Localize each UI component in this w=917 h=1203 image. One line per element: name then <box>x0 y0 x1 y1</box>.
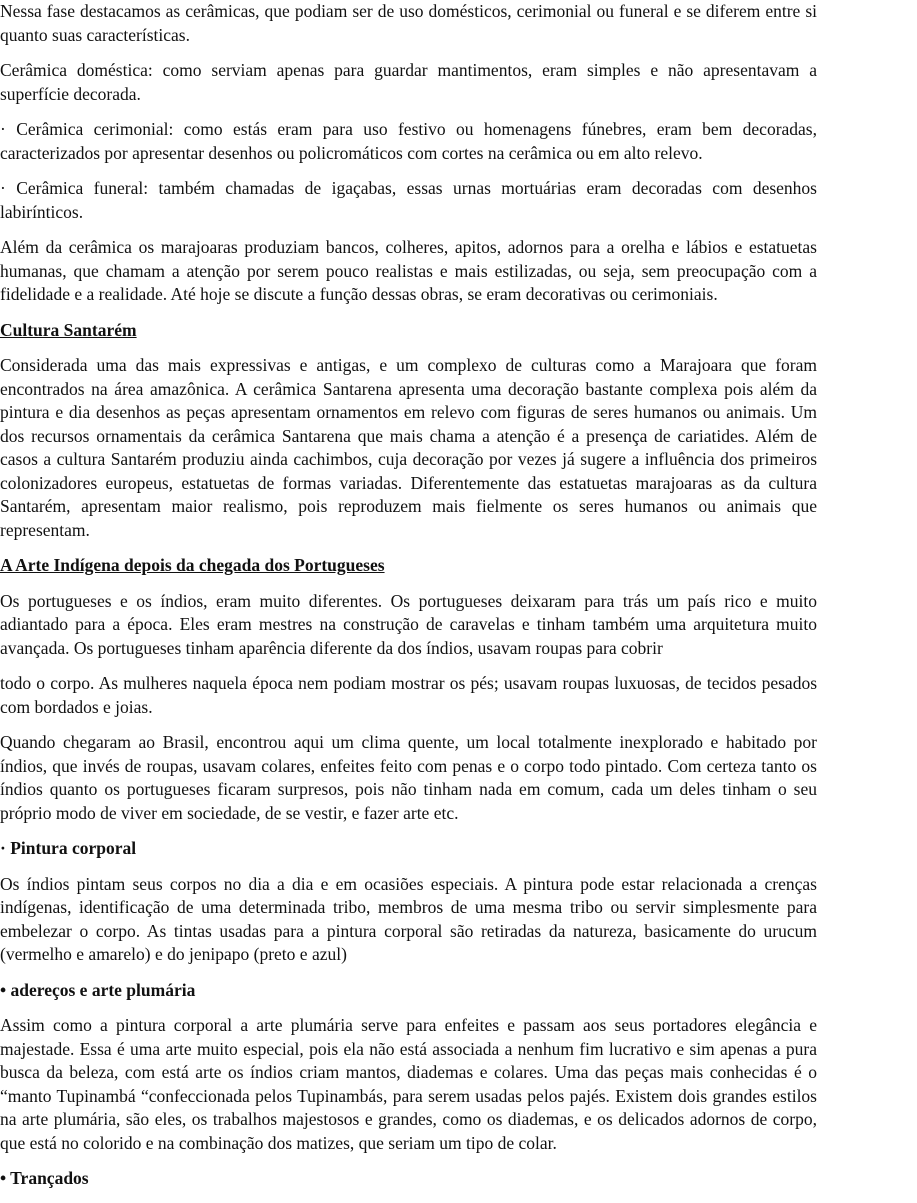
paragraph-corpo-roupas: todo o corpo. As mulheres naquela época nem podiam mostrar os pés; usavam roupas luxuosas, de tecidos pesados com bordados e joias. <box>0 673 817 717</box>
paragraph-chegada-brasil: Quando chegaram ao Brasil, encontrou aqui um clima quente, um local totalmente inexplorado e habitado por índios, que invés de roupas, usavam colares, enfeites feito com penas e o corpo todo pintado. Com certeza tanto os índios quanto os portugueses ficaram surpresos, pois não tinham nada em comum, cada um deles tinham o seu próprio modo de viver em sociedade, de se vestir, e fazer arte etc. <box>0 732 817 823</box>
heading-pintura-corporal: · Pintura corporal <box>0 838 137 858</box>
heading-arte-indigena-portugueses: A Arte Indígena depois da chegada dos Portugueses <box>0 555 385 575</box>
paragraph-arte-plumaria: Assim como a pintura corporal a arte plumária serve para enfeites e passam aos seus portadores elegância e majestade. Essa é uma arte muito especial, pois ela não está associada a nenhum fim lucrativo e sim apenas a pura busca da beleza, com está arte os índios criam mantos, diademas e colares. Uma das peças mais conhecidas é o “manto Tupinambá “confeccionada pelos Tupinambás, para serem usadas pelos pajés. Existem dois grandes estilos na arte plumária, são eles, os trabalhos majestosos e grandes, como os diademas, e os delicados adornos de corpo, que está no colorido e na combinação dos matizes, que seriam um tipo de colar. <box>0 1015 817 1153</box>
paragraph-pintura-corporal: Os índios pintam seus corpos no dia a dia e em ocasiões especiais. A pintura pode estar relacionada a crenças indígenas, identificação de uma determinada tribo, membros de uma mesma tribo ou servir simplesmente para embelezar o corpo. As tintas usadas para a pintura corporal são retiradas da natureza, basicamente do urucum (vermelho e amarelo) e do jenipapo (preto e azul) <box>0 873 817 964</box>
paragraph-santarem: Considerada uma das mais expressivas e antigas, e um complexo de culturas como a Marajoara que foram encontrados na área amazônica. A cerâmica Santarena apresenta uma decoração bastante complexa pois além da pintura e dia desenhos as peças apresentam ornamentos em relevo com figuras de seres humanos ou animais. Um dos recursos ornamentais da cerâmica Santarena que mais chama a atenção é a presença de cariatides. Além de casos a cultura Santarém produziu ainda cachimbos, cuja decoração por vezes já sugere a influência dos primeiros colonizadores europeus, estatuetas de formas variadas. Diferentemente das estatuetas marajoaras as da cultura Santarém, apresentam maior realismo, pois reproduzem mais fielmente os seres humanos ou animais que representam. <box>0 355 817 540</box>
heading-cultura-santarem: Cultura Santarém <box>0 319 137 340</box>
paragraph-ceramica-cerimonial: · Cerâmica cerimonial: como estás eram para uso festivo ou homenagens fúnebres, eram bem decoradas, caracterizados por apresentar desenhos ou policromáticos com cortes na cerâmica ou em alto relevo. <box>0 119 817 163</box>
paragraph-ceramica-domestica: Cerâmica doméstica: como serviam apenas para guardar mantimentos, eram simples e não apresentavam a superfície decorada. <box>0 60 817 104</box>
heading-aderecos-arte-plumaria: • adereços e arte plumária <box>0 979 196 1000</box>
paragraph-ceramica-funeral: · Cerâmica funeral: também chamadas de igaçabas, essas urnas mortuárias eram decoradas com desenhos labirínticos. <box>0 178 817 222</box>
paragraph-marajoara-objects: Além da cerâmica os marajoaras produziam bancos, colheres, apitos, adornos para a orelha e lábios e estatuetas humanas, que chamam a atenção por serem pouco realistas e mais estilizadas, ou seja, sem preocupação com a fidelidade e a realidade. Até hoje se discute a função dessas obras, se eram decorativas ou cerimoniais. <box>0 237 817 304</box>
paragraph-portugueses-indios: Os portugueses e os índios, eram muito diferentes. Os portugueses deixaram para trás um país rico e muito adiantado para a época. Eles eram mestres na construção de caravelas e tinham também uma arquitetura muito avançada. Os portugueses tinham aparência diferente da dos índios, usavam roupas para cobrir <box>0 590 817 658</box>
heading-trancados: • Trançados <box>0 1168 89 1188</box>
paragraph-ceramicas-intro: Nessa fase destacamos as cerâmicas, que podiam ser de uso domésticos, cerimonial ou funeral e se diferem entre si quanto suas características. <box>0 1 817 45</box>
